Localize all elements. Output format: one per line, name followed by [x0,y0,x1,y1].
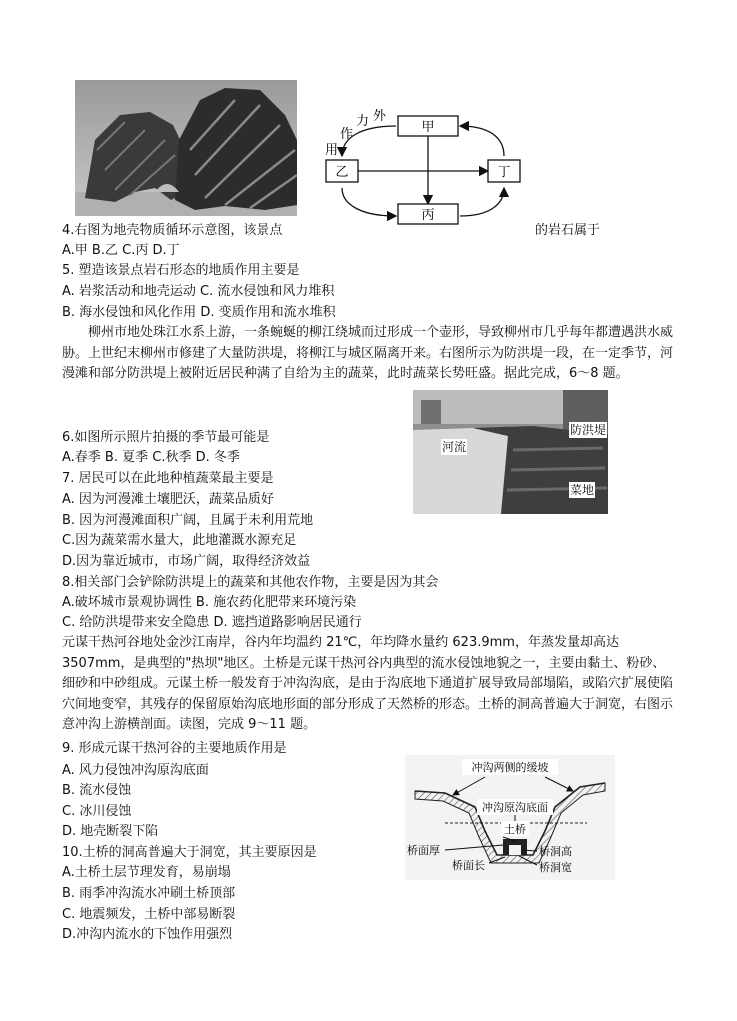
passage-liuzhou: 柳州市地处珠江水系上游，一条蜿蜒的柳江绕城而过形成一个壶形，导致柳州市几乎每年都遭遇洪水威胁。上世纪末柳州市修建了大量防洪堤，将柳江与城区隔离开来。右图所示为防洪堤一段，在一定季节，河漫滩和部分防洪堤上被附近居民种满了自给为主的蔬菜，此时蔬菜长势旺盛。据此完成，6～8 题。 [62,325,674,381]
label-earth-bridge: 土桥 [504,823,526,836]
q7-option-d: D.因为靠近城市，市场广阔，取得经济效益 [62,554,311,569]
q10-option-c: C. 地震频发，土桥中部易断裂 [62,907,236,922]
q7-option-c: C.因为蔬菜需水量大，此地灌溉水源充足 [62,533,297,548]
q8-options-ab: A.破坏城市景观协调性 B. 施农药化肥带来环境污染 [62,595,357,610]
q10-option-d: D.冲沟内流水的下蚀作用强烈 [62,927,233,942]
passage-yuanmou: 元谋干热河谷地处金沙江南岸，谷内年均温约 21℃，年均降水量约 623.9mm，年蒸发量却高达3507mm，是典型的"热坝"地区。土桥是元谋干热河谷内典型的流水侵蚀地貌之一，主要由黏土、粉砂、细砂和中砂组成。元谋土桥一般发育于冲沟沟底，是由于沟底地下通道扩展导致局部塌陷，或陷穴扩展使陷穴间地变窄，其残存的保留原始沟底地形面的部分形成了天然桥的形态。土桥的洞高普遍大于洞宽，右图示意冲沟上游横剖面。读图，完成 9～11 题。 [62,635,674,732]
earth-bridge-diagram [405,755,615,880]
q8-options-cd: C. 给防洪堤带来安全隐患 D. 遮挡道路影响居民通行 [62,615,362,630]
photo-label-dike: 防洪堤 [570,423,607,437]
cycle-label-char-3: 力 [356,114,370,129]
q5-options-bd: B. 海水侵蚀和风化作用 D. 变质作用和流水堆积 [62,305,336,320]
q7-option-b: B. 因为河漫滩面积广阔，且属于未利用荒地 [62,513,314,528]
label-hole-height: 桥洞高 [539,845,572,858]
cycle-node-left: 乙 [335,165,349,180]
dike-photo [413,390,608,514]
rock-photo [75,80,297,216]
photo-label-field: 菜地 [570,483,595,497]
label-gentle-slopes: 冲沟两侧的缓坡 [471,761,549,774]
label-original-bottom: 冲沟原沟底面 [482,801,548,814]
cycle-label-char-2: 用 [325,143,339,158]
photo-label-river: 河流 [442,440,467,454]
q8-stem: 8.相关部门会铲除防洪堤上的蔬菜和其他农作物，主要是因为其会 [62,575,439,590]
cycle-node-bottom: 丙 [421,208,435,223]
cycle-node-top: 甲 [421,120,435,135]
q10-option-a: A.土桥土层节理发育，易崩塌 [62,865,231,880]
label-deck-thickness: 桥面厚 [407,844,440,857]
q4-options: A.甲 B.乙 C.丙 D.丁 [62,243,180,258]
q4-stem-tail: 的岩石属于 [535,223,601,238]
q5-stem: 5. 塑造该景点岩石形态的地质作用主要是 [62,263,300,278]
q7-stem: 7. 居民可以在此地种植蔬菜最主要是 [62,471,274,486]
cycle-label-char-1: 作 [340,127,354,142]
q6-stem: 6.如图所示照片拍摄的季节最可能是 [62,430,270,445]
q10-stem: 10.土桥的洞高普遍大于洞宽，其主要原因是 [62,845,317,860]
q9-option-a: A. 风力侵蚀冲沟原沟底面 [62,763,209,778]
q6-options: A.春季 B. 夏季 C.秋季 D. 冬季 [62,450,240,465]
cycle-label-char-4: 外 [373,109,387,124]
cycle-node-right: 丁 [497,165,511,180]
q9-option-c: C. 冰川侵蚀 [62,804,132,819]
label-hole-width: 桥洞宽 [539,861,572,874]
q5-options-ac: A. 岩浆活动和地壳运动 C. 流水侵蚀和风力堆积 [62,284,335,299]
label-deck-length: 桥面长 [452,859,485,872]
q7-option-a: A. 因为河漫滩土壤肥沃，蔬菜品质好 [62,492,274,507]
rock-cycle-diagram [320,108,530,226]
q4-stem: 4.右图为地壳物质循环示意图，该景点 [62,223,283,238]
q9-stem: 9. 形成元谋干热河谷的主要地质作用是 [62,741,287,756]
q9-option-d: D. 地壳断裂下陷 [62,824,159,839]
q9-option-b: B. 流水侵蚀 [62,783,132,798]
q10-option-b: B. 雨季冲沟流水冲刷土桥顶部 [62,886,236,901]
